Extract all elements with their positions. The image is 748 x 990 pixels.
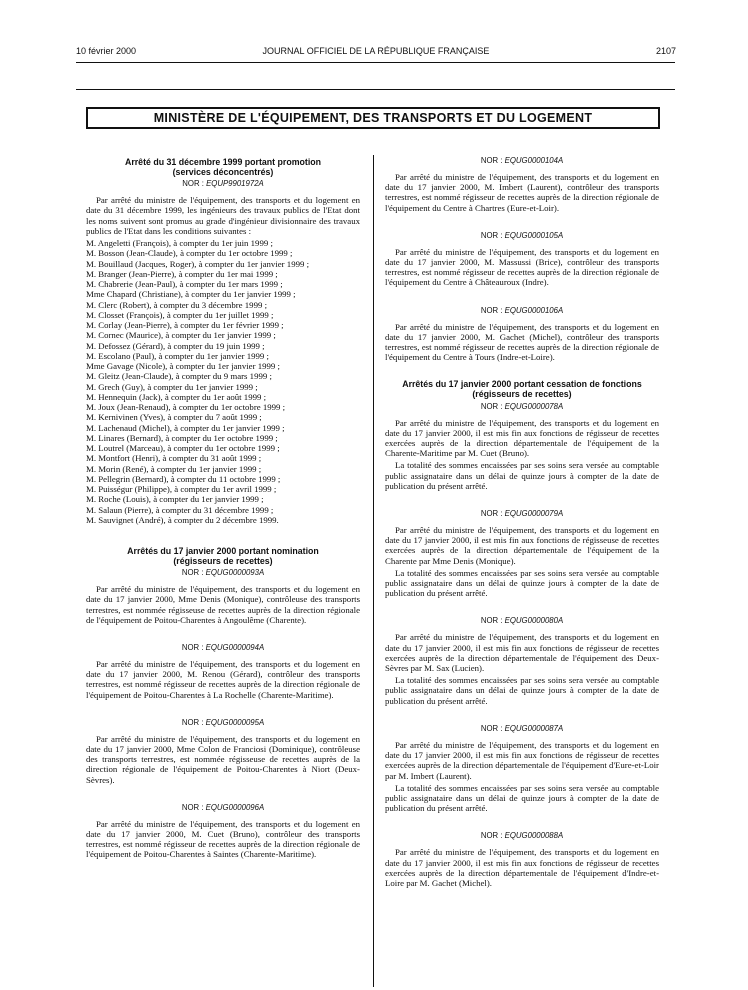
nor-label: NOR :: [480, 156, 505, 165]
nor-label: NOR :: [181, 717, 206, 727]
decree-text: Par arrêté du ministre de l'équipement, des transports et du logement en date du 17 janvier 2000, M. Gachet (Michel), contrôleur des transports terrestres, est nommé régisseur de recettes auprès de la direction régionale de l'équipement du Centre à Tours (Indre-et-Loire).: [385, 321, 659, 363]
list-item: M. Kernivinen (Yves), à compter du 7 août 1999 ;: [86, 412, 262, 423]
nor-reference: [86, 803, 360, 813]
list-item: M. Clerc (Robert), à compter du 3 décembre 1999 ;: [86, 299, 268, 310]
nor-code: EQUG0000079A: [504, 509, 564, 519]
header-page-number: 2107: [655, 46, 676, 56]
list-item: M. Corlay (Jean-Pierre), à compter du 1er février 1999 ;: [86, 320, 284, 330]
list-item: M. Cornec (Maurice), à compter du 1er janvier 1999 ;: [86, 330, 276, 341]
nor-code: EQUG0000106A: [504, 305, 564, 315]
list-item: M. Closset (François), à compter du 1er juillet 1999 ;: [86, 309, 274, 320]
list-item: M. Loutrel (Marceau), à compter du 1er octobre 1999 ;: [86, 443, 280, 453]
decree-text: Par arrêté du ministre de l'équipement, des transports et du logement en date du 17 janvier 2000, il est mis fin aux fonctions de régisseuse de recettes exercées auprès de la direction départementale de l'équipement de la Charente par Mme Denis (Monique).: [385, 525, 659, 566]
ministry-heading: [86, 107, 660, 129]
section-title: [385, 380, 659, 399]
nor-code: EQUG0000078A: [504, 401, 564, 411]
list-item: M. Sauvignet (André), à compter du 2 décembre 1999.: [86, 514, 279, 525]
nor-reference: [385, 616, 659, 626]
section-title: [86, 547, 360, 566]
list-item: Mme Chapard (Christiane), à compter du 1er janvier 1999 ;: [86, 289, 296, 300]
list-item: M. Bosson (Jean-Claude), à compter du 1er octobre 1999 ;: [86, 248, 293, 259]
nomination-entries: [86, 568, 360, 859]
section-subtitle-line: (services déconcentrés): [172, 166, 274, 177]
nor-reference: [385, 231, 659, 241]
nor-label: NOR :: [181, 568, 206, 578]
decree-text: Par arrêté du ministre de l'équipement, des transports et du logement en date du 17 janvier 2000, M. Massussi (Brice), contrôleur des transports terrestres, est nommé régisseur de recettes auprès de la direction régionale de l'équipement du Centre à Châteauroux (Indre).: [385, 246, 659, 288]
nor-code: EQUG0000105A: [504, 230, 564, 240]
list-item: M. Gleitz (Jean-Claude), à compter du 9 mars 1999 ;: [86, 371, 272, 382]
page-header: [76, 46, 676, 60]
header-journal-title: JOURNAL OFFICIEL DE LA RÉPUBLIQUE FRANÇAISE: [262, 46, 490, 56]
decree-text: La totalité des sommes encaissées par ses soins sera versée au comptable public assignataire dans un délai de quinze jours à compter de la date de publication du présent arrêté.: [385, 675, 659, 706]
nor-reference: [86, 718, 360, 728]
header-rule: [76, 62, 675, 63]
nomination-entries-continued: [385, 156, 659, 362]
nor-code: EQUG0000087A: [504, 723, 564, 733]
list-item: M. Roche (Louis), à compter du 1er janvier 1999 ;: [86, 494, 264, 505]
nor-code: EQUP9901972A: [206, 179, 264, 189]
nor-label: NOR :: [480, 723, 505, 733]
nor-reference: [385, 831, 659, 841]
nor-code: EQUG0000104A: [504, 156, 564, 165]
list-item: M. Linares (Bernard), à compter du 1er octobre 1999 ;: [86, 432, 278, 443]
cessation-entries: [385, 402, 659, 889]
list-item: M. Puisségur (Philippe), à compter du 1er avril 1999 ;: [86, 484, 277, 494]
left-column: [86, 154, 360, 878]
nor-reference: [86, 568, 360, 578]
section-subtitle-line: (régisseurs de recettes): [173, 555, 273, 566]
nor-reference: [385, 724, 659, 734]
section-subtitle-line: (régisseurs de recettes): [472, 389, 572, 400]
list-item: M. Lachenaud (Michel), à compter du 1er janvier 1999 ;: [86, 422, 285, 433]
nor-label: NOR :: [480, 230, 505, 240]
promotion-list: [86, 238, 360, 525]
nor-label: NOR :: [480, 305, 505, 315]
list-item: M. Grech (Guy), à compter du 1er janvier 1999 ;: [86, 381, 258, 392]
nor-reference: [385, 156, 659, 166]
list-item: M. Morin (René), à compter du 1er janvier 1999 ;: [86, 463, 262, 474]
list-item: M. Pellegrin (Bernard), à compter du 11 octobre 1999 ;: [86, 473, 281, 484]
nor-label: NOR :: [480, 831, 505, 841]
nor-code: EQUG0000094A: [205, 643, 265, 652]
list-item: M. Chabrerie (Jean-Paul), à compter du 1er mars 1999 ;: [86, 279, 283, 289]
section-title-line: Arrêtés du 17 janvier 2000 portant cessation de fonctions: [402, 379, 642, 390]
section-title-line: Arrêté du 31 décembre 1999 portant promotion: [124, 157, 322, 167]
decree-text: Par arrêté du ministre de l'équipement, des transports et du logement en date du 17 janvier 2000, Mme Denis (Monique), contrôleuse des transports terrestres, est nommée régisseuse de recettes auprès de la direction régionale de l'équipement de Poitou-Charentes à Angoulême (Charente).: [86, 584, 360, 625]
nor-reference: [86, 179, 360, 189]
section-rule: [76, 89, 675, 90]
decree-text: La totalité des sommes encaissées par ses soins sera versée au comptable public assignataire dans un délai de quinze jours à compter de la date de publication du présent arrêté.: [385, 567, 659, 599]
list-item: M. Montfort (Henri), à compter du 31 août 1999 ;: [86, 453, 262, 464]
list-item: M. Salaun (Pierre), à compter du 31 décembre 1999 ;: [86, 504, 274, 515]
list-item: M. Hennequin (Jack), à compter du 1er août 1999 ;: [86, 391, 267, 402]
section-title-line: Arrêtés du 17 janvier 2000 portant nomination: [127, 546, 319, 556]
nor-code: EQUG0000093A: [205, 568, 265, 578]
nor-label: NOR :: [181, 643, 206, 652]
nor-label: NOR :: [480, 616, 505, 626]
nor-reference: [86, 643, 360, 653]
column-separator: [373, 155, 374, 987]
list-item: M. Defossez (Gérard), à compter du 19 juin 1999 ;: [86, 340, 265, 351]
decree-text: La totalité des sommes encaissées par ses soins sera versée au comptable public assignataire dans un délai de quinze jours à compter de la date de publication du présent arrêté.: [385, 460, 659, 491]
list-item: M. Angeletti (François), à compter du 1er juin 1999 ;: [86, 238, 273, 248]
decree-text: Par arrêté du ministre de l'équipement, des transports et du logement en date du 17 janvier 2000, M. Cuet (Bruno), contrôleur des transports terrestres, est nommé régisseur de recettes auprès de la direction régionale de l'équipement de Poitou-Charentes à Saintes (Charente-Maritime).: [86, 818, 360, 860]
decree-text: Par arrêté du ministre de l'équipement, des transports et du logement en date du 17 janvier 2000, Mme Colon de Franciosi (Dominique), contrôleuse des transports terrestres, est nommée régisseuse de recettes auprès de la direction régionale de l'équipement de Poitou-Charentes à Niort (Deux-Sèvres).: [86, 733, 360, 785]
decree-text: Par arrêté du ministre de l'équipement, des transports et du logement en date du 17 janvier 2000, il est mis fin aux fonctions de régisseur de recettes exercées auprès de la direction départementale de l'équipement de la Charente-Maritime par M. Cuet (Bruno).: [385, 417, 659, 459]
right-column: [385, 154, 659, 890]
list-item: M. Joux (Jean-Renaud), à compter du 1er octobre 1999 ;: [86, 402, 286, 412]
decree-text: La totalité des sommes encaissées par ses soins sera versée au comptable public assignataire dans un délai de quinze jours à compter de la date de publication du présent arrêté.: [385, 782, 659, 814]
decree-text: Par arrêté du ministre de l'équipement, des transports et du logement en date du 17 janvier 2000, M. Imbert (Laurent), contrôleur des transports terrestres, est nommé régisseur de recettes auprès de la direction régionale de l'équipement du Centre à Chartres (Eure-et-Loir).: [385, 172, 659, 213]
decree-text: Par arrêté du ministre de l'équipement, des transports et du logement en date du 17 janvier 2000, il est mis fin aux fonctions de régisseur de recettes exercées auprès de la direction départementale de l'équipement d'Eure-et-Loir par M. Imbert (Laurent).: [385, 739, 659, 781]
nor-reference: [385, 509, 659, 519]
nor-code: EQUG0000095A: [205, 717, 265, 727]
decree-text: Par arrêté du ministre de l'équipement, des transports et du logement en date du 17 janvier 2000, il est mis fin aux fonctions de régisseur de recettes exercées auprès de la direction départementale de l'équipement des Deux-Sèvres par M. Sax (Lucien).: [385, 632, 659, 674]
list-item: M. Escolano (Paul), à compter du 1er janvier 1999 ;: [86, 350, 269, 361]
nor-label: NOR :: [480, 509, 505, 519]
ministry-title: MINISTÈRE DE L'ÉQUIPEMENT, DES TRANSPORTS ET DU LOGEMENT: [153, 111, 593, 125]
list-item: M. Branger (Jean-Pierre), à compter du 1er mai 1999 ;: [86, 268, 278, 279]
nor-code: EQUG0000096A: [205, 802, 265, 812]
nor-label: NOR :: [480, 401, 505, 411]
list-item: M. Bouillaud (Jacques, Roger), à compter du 1er janvier 1999 ;: [86, 258, 310, 269]
nor-label: NOR :: [181, 802, 206, 812]
decree-text: Par arrêté du ministre de l'équipement, des transports et du logement en date du 17 janvier 2000, il est mis fin aux fonctions de régisseur de recettes exercées auprès de la direction départementale de l'équipement d'Indre-et-Loire par M. Gachet (Michel).: [385, 847, 659, 888]
nor-reference: [385, 402, 659, 412]
decree-text: Par arrêté du ministre de l'équipement, des transports et du logement en date du 17 janvier 2000, M. Renou (Gérard), contrôleur des transports terrestres, est nommé régisseur de recettes auprès de la direction régionale de l'équipement de Poitou-Charentes à La Rochelle (Charente-Maritime).: [86, 659, 360, 700]
nor-label: NOR :: [182, 179, 207, 189]
section-title: [86, 158, 360, 177]
nor-reference: [385, 306, 659, 316]
nor-code: EQUG0000080A: [504, 616, 564, 626]
nor-code: EQUG0000088A: [504, 831, 564, 841]
header-date: 10 février 2000: [76, 46, 137, 56]
decree-text: Par arrêté du ministre de l'équipement, des transports et du logement en date du 31 décembre 1999, les ingénieurs des travaux publics de l'Etat dont les noms suivent sont promus au grade d'ingénieur divisionnaire des travaux publics de l'Etat dans les conditions suivantes :: [86, 195, 360, 236]
list-item: Mme Gavage (Nicole), à compter du 1er janvier 1999 ;: [86, 361, 280, 371]
